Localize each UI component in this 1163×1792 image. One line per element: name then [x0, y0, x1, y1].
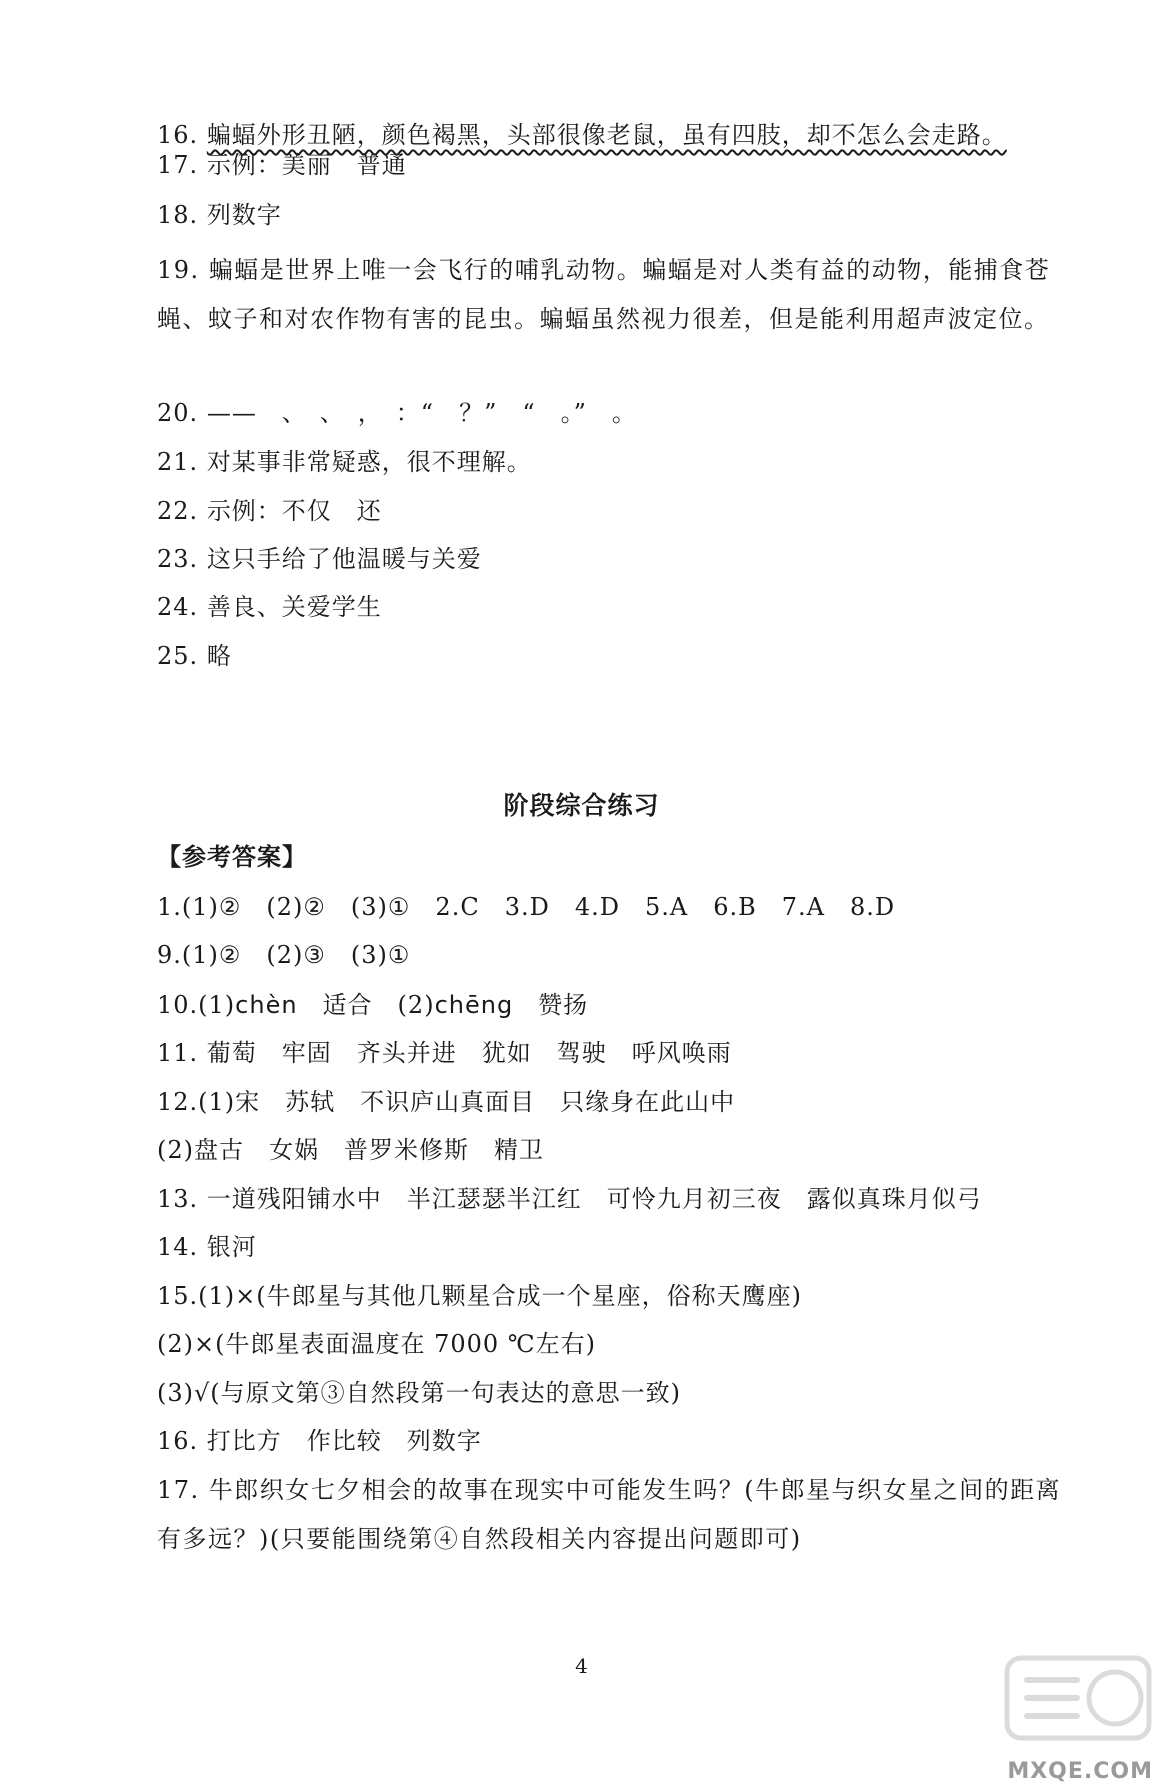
- watermark: [1001, 1650, 1157, 1790]
- answer-line-20: [157, 398, 637, 428]
- answer-text: 列数字: [206, 201, 282, 229]
- answer-line-22: [157, 496, 382, 526]
- pinyin-chen: chèn: [235, 991, 298, 1019]
- answer-line-15a: 15.(1)×(牛郎星与其他几颗星合成一个星座，俗称天鹰座): [157, 1282, 802, 1310]
- page-number: 4: [575, 1654, 588, 1678]
- answer-line-24: [157, 592, 382, 622]
- answer-number: 22.: [157, 497, 199, 525]
- answer-text: —— 、 、 ， ：“ ？” “ 。” 。: [206, 399, 637, 427]
- answer-line-11: 11. 葡萄 牢固 齐头并进 犹如 驾驶 呼风唤雨: [157, 1039, 732, 1067]
- answer-text: 对某事非常疑惑，很不理解。: [206, 448, 532, 476]
- answer-suffix: 赞扬: [513, 991, 589, 1019]
- answer-line-16b: 16. 打比方 作比较 列数字: [157, 1427, 482, 1455]
- answer-line-15b: (2)×(牛郎星表面温度在 7000 ℃左右): [157, 1330, 597, 1358]
- answer-prefix: 10.(1): [157, 991, 236, 1019]
- answer-text: 蝙蝠是世界上唯一会飞行的哺乳动物。蝙蝠是对人类有益的动物，能捕食苍蝇、蚊子和对农作物有害的昆虫。蝙蝠虽然视力很差，但是能利用超声波定位。: [157, 256, 1051, 333]
- answer-number: 21.: [157, 448, 199, 476]
- answer-number: 18.: [157, 201, 199, 229]
- answer-line-12a: 12.(1)宋 苏轼 不识庐山真面目 只缘身在此山中: [157, 1088, 736, 1116]
- answers-label: 【参考答案】: [157, 843, 307, 871]
- answer-line-10: [157, 990, 588, 1020]
- answer-line-13: 13. 一道残阳铺水中 半江瑟瑟半江红 可怜九月初三夜 露似真珠月似弓: [157, 1185, 982, 1213]
- answer-line-25: [157, 641, 232, 671]
- answer-number: 20.: [157, 399, 199, 427]
- answer-line-17: [157, 150, 407, 180]
- watermark-logo-icon: [1003, 1650, 1153, 1746]
- watermark-text: MXQE.COM: [1007, 1759, 1153, 1784]
- answer-number: 24.: [157, 593, 199, 621]
- answer-number: 16.: [157, 121, 199, 149]
- answer-line-16: [157, 120, 1007, 150]
- answer-line-19: [157, 246, 1082, 344]
- answer-line-21: [157, 447, 532, 477]
- answer-number: 23.: [157, 545, 199, 573]
- answer-line-15c: (3)√(与原文第③自然段第一句表达的意思一致): [157, 1379, 682, 1407]
- answer-mid: 适合 (2): [297, 991, 435, 1019]
- answer-line-1-8: 1.(1)② (2)② (3)① 2.C 3.D 4.D 5.A 6.B 7.A 8.D: [157, 893, 896, 921]
- answer-text: 善良、关爱学生: [206, 593, 382, 621]
- section-title: 阶段综合练习: [503, 791, 660, 820]
- answer-line-17b: 17. 牛郎织女七夕相会的故事在现实中可能发生吗？(牛郎星与织女星之间的距离有多远？)(只要能围绕第④自然段相关内容提出问题即可): [157, 1476, 1062, 1553]
- answer-number: 19.: [157, 256, 200, 284]
- answer-text-underlined: 蝙蝠外形丑陋，颜色褐黑，头部很像老鼠，虽有四肢，却不怎么会走路。: [206, 121, 1007, 149]
- answer-line-9: 9.(1)② (2)③ (3)①: [157, 941, 411, 969]
- answer-text: 略: [206, 642, 232, 670]
- answer-number: 17.: [157, 151, 199, 179]
- pinyin-cheng: chēng: [434, 991, 514, 1019]
- answer-line-18: [157, 200, 282, 230]
- answer-text: 示例：不仅 还: [206, 497, 382, 525]
- answer-line-14: 14. 银河: [157, 1233, 257, 1261]
- answer-text: 示例：美丽 普通: [206, 151, 407, 179]
- answer-text: 这只手给了他温暖与关爱: [206, 545, 482, 573]
- answer-number: 25.: [157, 642, 199, 670]
- answer-line-12b: (2)盘古 女娲 普罗米修斯 精卫: [157, 1136, 544, 1164]
- answer-line-23: [157, 544, 482, 574]
